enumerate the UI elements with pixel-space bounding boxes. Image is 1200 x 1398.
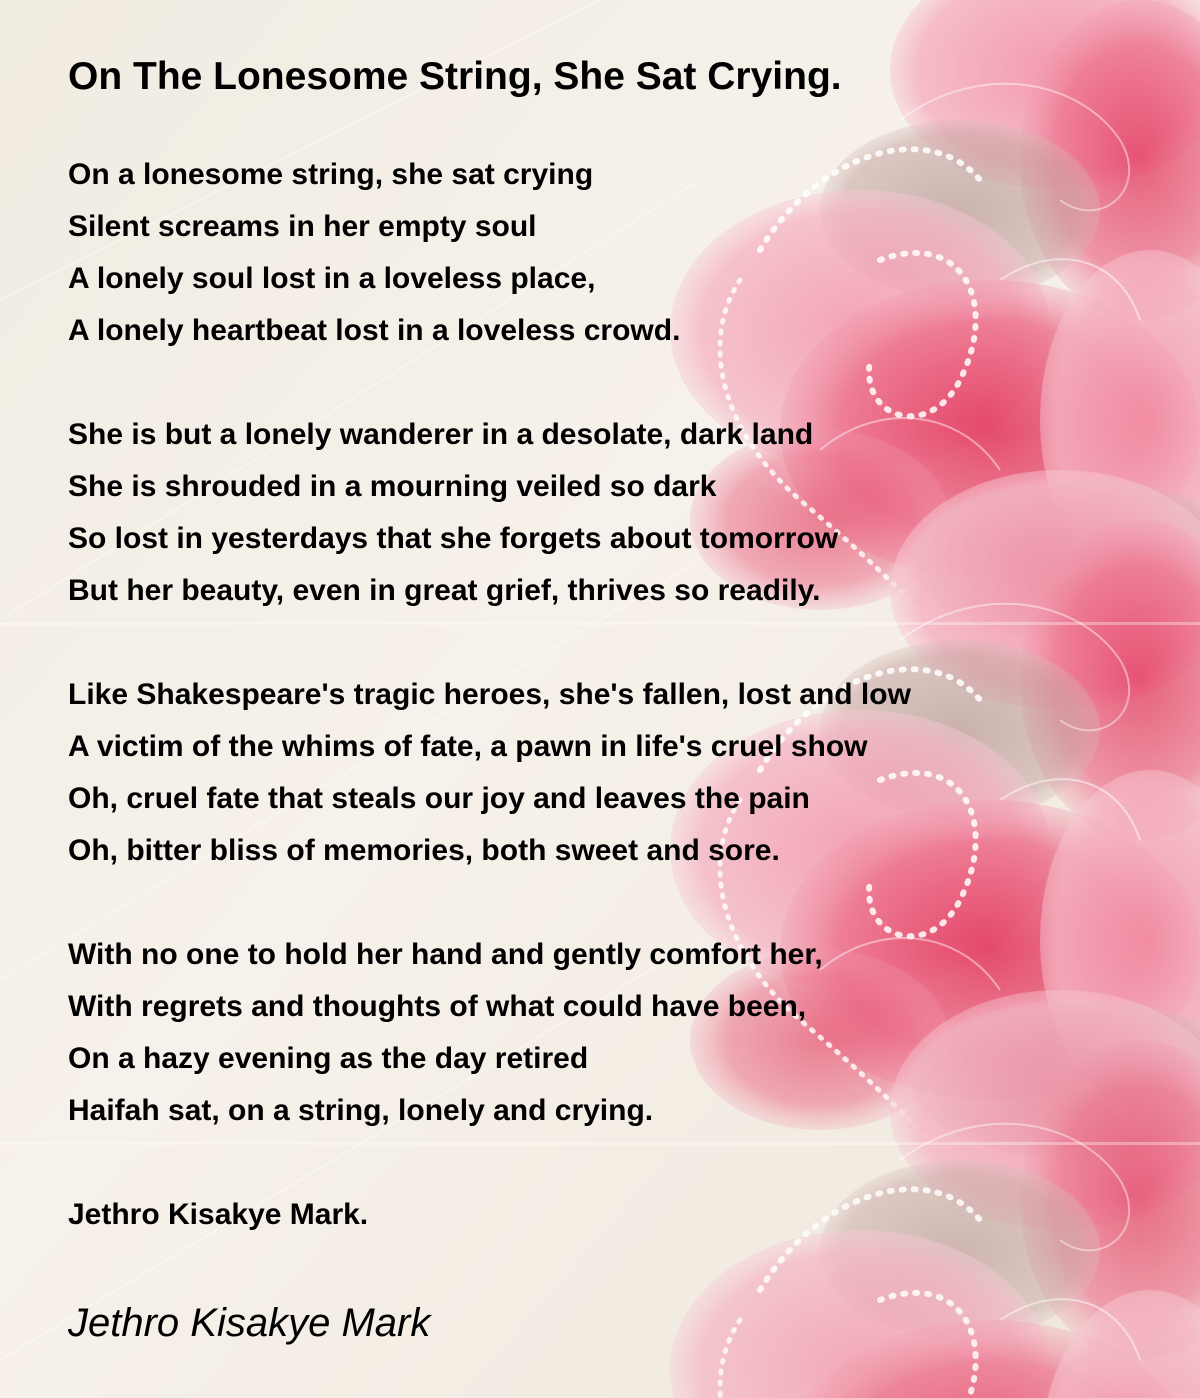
poem-line: So lost in yesterdays that she forgets about tomorrow [68,522,839,555]
poem-line: With no one to hold her hand and gently comfort her, [68,938,823,971]
poem-line: Haifah sat, on a string, lonely and crying. [68,1094,654,1127]
poem-line: She is but a lonely wanderer in a desolate, dark land [68,418,814,451]
poem-line: A lonely soul lost in a loveless place, [68,262,596,295]
stanza-1 [68,149,680,357]
stanza-3 [68,669,911,877]
poem-line: A victim of the whims of fate, a pawn in life's cruel show [68,730,868,763]
poem-line: On a hazy evening as the day retired [68,1042,589,1075]
poem-byline: Jethro Kisakye Mark. [68,1198,369,1231]
author-signature: Jethro Kisakye Mark [68,1301,431,1345]
poem-line: On a lonesome string, she sat crying [68,158,594,191]
poem-line: Oh, cruel fate that steals our joy and leaves the pain [68,782,810,815]
poem-line: Like Shakespeare's tragic heroes, she's fallen, lost and low [68,678,911,711]
poem-line: A lonely heartbeat lost in a loveless crowd. [68,314,681,347]
stanza-2 [68,409,838,617]
poem-title: On The Lonesome String, She Sat Crying. [68,55,842,98]
poem-line: Oh, bitter bliss of memories, both sweet and sore. [68,834,780,867]
poem-line: She is shrouded in a mourning veiled so dark [68,470,717,503]
stanza-4 [68,929,823,1137]
poem-line: But her beauty, even in great grief, thrives so readily. [68,574,821,607]
poem-line: With regrets and thoughts of what could have been, [68,990,807,1023]
poem-line: Silent screams in her empty soul [68,210,537,243]
